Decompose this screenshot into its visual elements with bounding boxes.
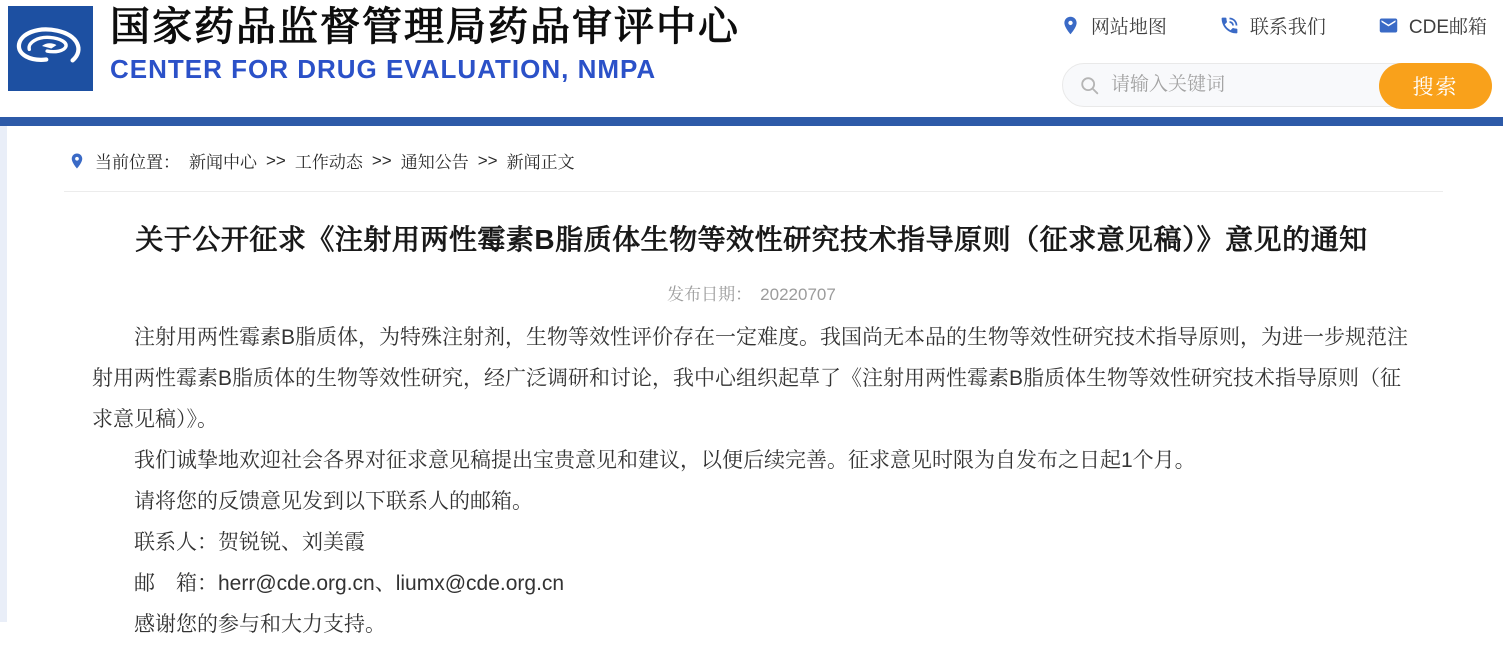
left-edge-strip bbox=[0, 126, 7, 622]
search-bar bbox=[1062, 63, 1492, 107]
top-nav-bar bbox=[0, 117, 1503, 126]
breadcrumb-item-news-center[interactable]: 新闻中心 bbox=[189, 153, 257, 172]
search-button[interactable]: 搜索 bbox=[1379, 63, 1492, 109]
breadcrumb-separator: >> bbox=[371, 150, 392, 170]
site-title-en: CENTER FOR DRUG EVALUATION, NMPA bbox=[110, 54, 657, 84]
main-content bbox=[0, 126, 1503, 636]
search-input[interactable] bbox=[1111, 65, 1371, 105]
article-paragraph: 请将您的反馈意见发到以下联系人的邮箱。 bbox=[134, 490, 533, 513]
contact-us-link[interactable] bbox=[1219, 12, 1326, 39]
breadcrumb-item-work-updates[interactable]: 工作动态 bbox=[294, 153, 363, 172]
cde-mail-link[interactable] bbox=[1378, 12, 1487, 39]
breadcrumb-item-notices[interactable]: 通知公告 bbox=[400, 153, 469, 172]
article-paragraph: 我们诚挚地欢迎社会各界对征求意见稿提出宝贵意见和建议，以便后续完善。征求意见时限为自发布之日起1个月。 bbox=[134, 449, 1196, 472]
location-pin-icon bbox=[68, 152, 86, 170]
article-paragraph-contacts: 联系人：贺锐锐、刘美霞 bbox=[134, 531, 365, 554]
cde-logo[interactable] bbox=[8, 6, 93, 91]
breadcrumb-separator: >> bbox=[266, 150, 286, 170]
search-icon bbox=[1079, 75, 1101, 97]
cde-swoosh-logo-icon bbox=[8, 6, 93, 91]
article-paragraph: 注射用两性霉素B脂质体，为特殊注射剂，生物等效性评价存在一定难度。我国尚无本品的生物等效性研究技术指导原则，为进一步规范注射用两性霉素B脂质体的生物等效性研究，经广泛调研和讨论，我中心组织起草了《注射用两性霉素B脂质体生物等效性研究技术指导原则（征求意见稿）》。 bbox=[92, 326, 1409, 431]
envelope-icon bbox=[1378, 15, 1399, 36]
breadcrumb bbox=[0, 126, 1503, 187]
article-paragraph-emails: 邮 箱：herr@cde.org.cn、liumx@cde.org.cn bbox=[134, 572, 565, 595]
location-pin-icon bbox=[1060, 15, 1081, 36]
article-publish-date bbox=[0, 280, 1503, 305]
breadcrumb-item-article: 新闻正文 bbox=[506, 153, 575, 172]
cde-mail-link-label: CDE邮箱 bbox=[1408, 17, 1487, 38]
article-body bbox=[0, 305, 1503, 645]
publish-date-label: 发布日期： bbox=[667, 285, 753, 304]
breadcrumb-separator: >> bbox=[477, 150, 498, 170]
phone-icon bbox=[1219, 15, 1240, 36]
contact-us-link-label: 联系我们 bbox=[1249, 17, 1326, 38]
site-title-block bbox=[110, 4, 740, 85]
header-utility-links bbox=[1060, 12, 1487, 39]
breadcrumb-prefix: 当前位置： bbox=[95, 153, 180, 172]
article-title: 关于公开征求《注射用两性霉素B脂质体生物等效性研究技术指导原则（征求意见稿）》意见的通知 bbox=[135, 224, 1368, 255]
breadcrumb-divider bbox=[64, 191, 1443, 192]
sitemap-link-label: 网站地图 bbox=[1090, 17, 1167, 38]
site-title-cn: 国家药品监督管理局药品审评中心 bbox=[110, 5, 740, 49]
sitemap-link[interactable] bbox=[1060, 12, 1167, 39]
publish-date-value: 20220707 bbox=[760, 285, 836, 304]
site-header bbox=[0, 0, 1503, 117]
article-paragraph: 感谢您的参与和大力支持。 bbox=[134, 613, 386, 636]
